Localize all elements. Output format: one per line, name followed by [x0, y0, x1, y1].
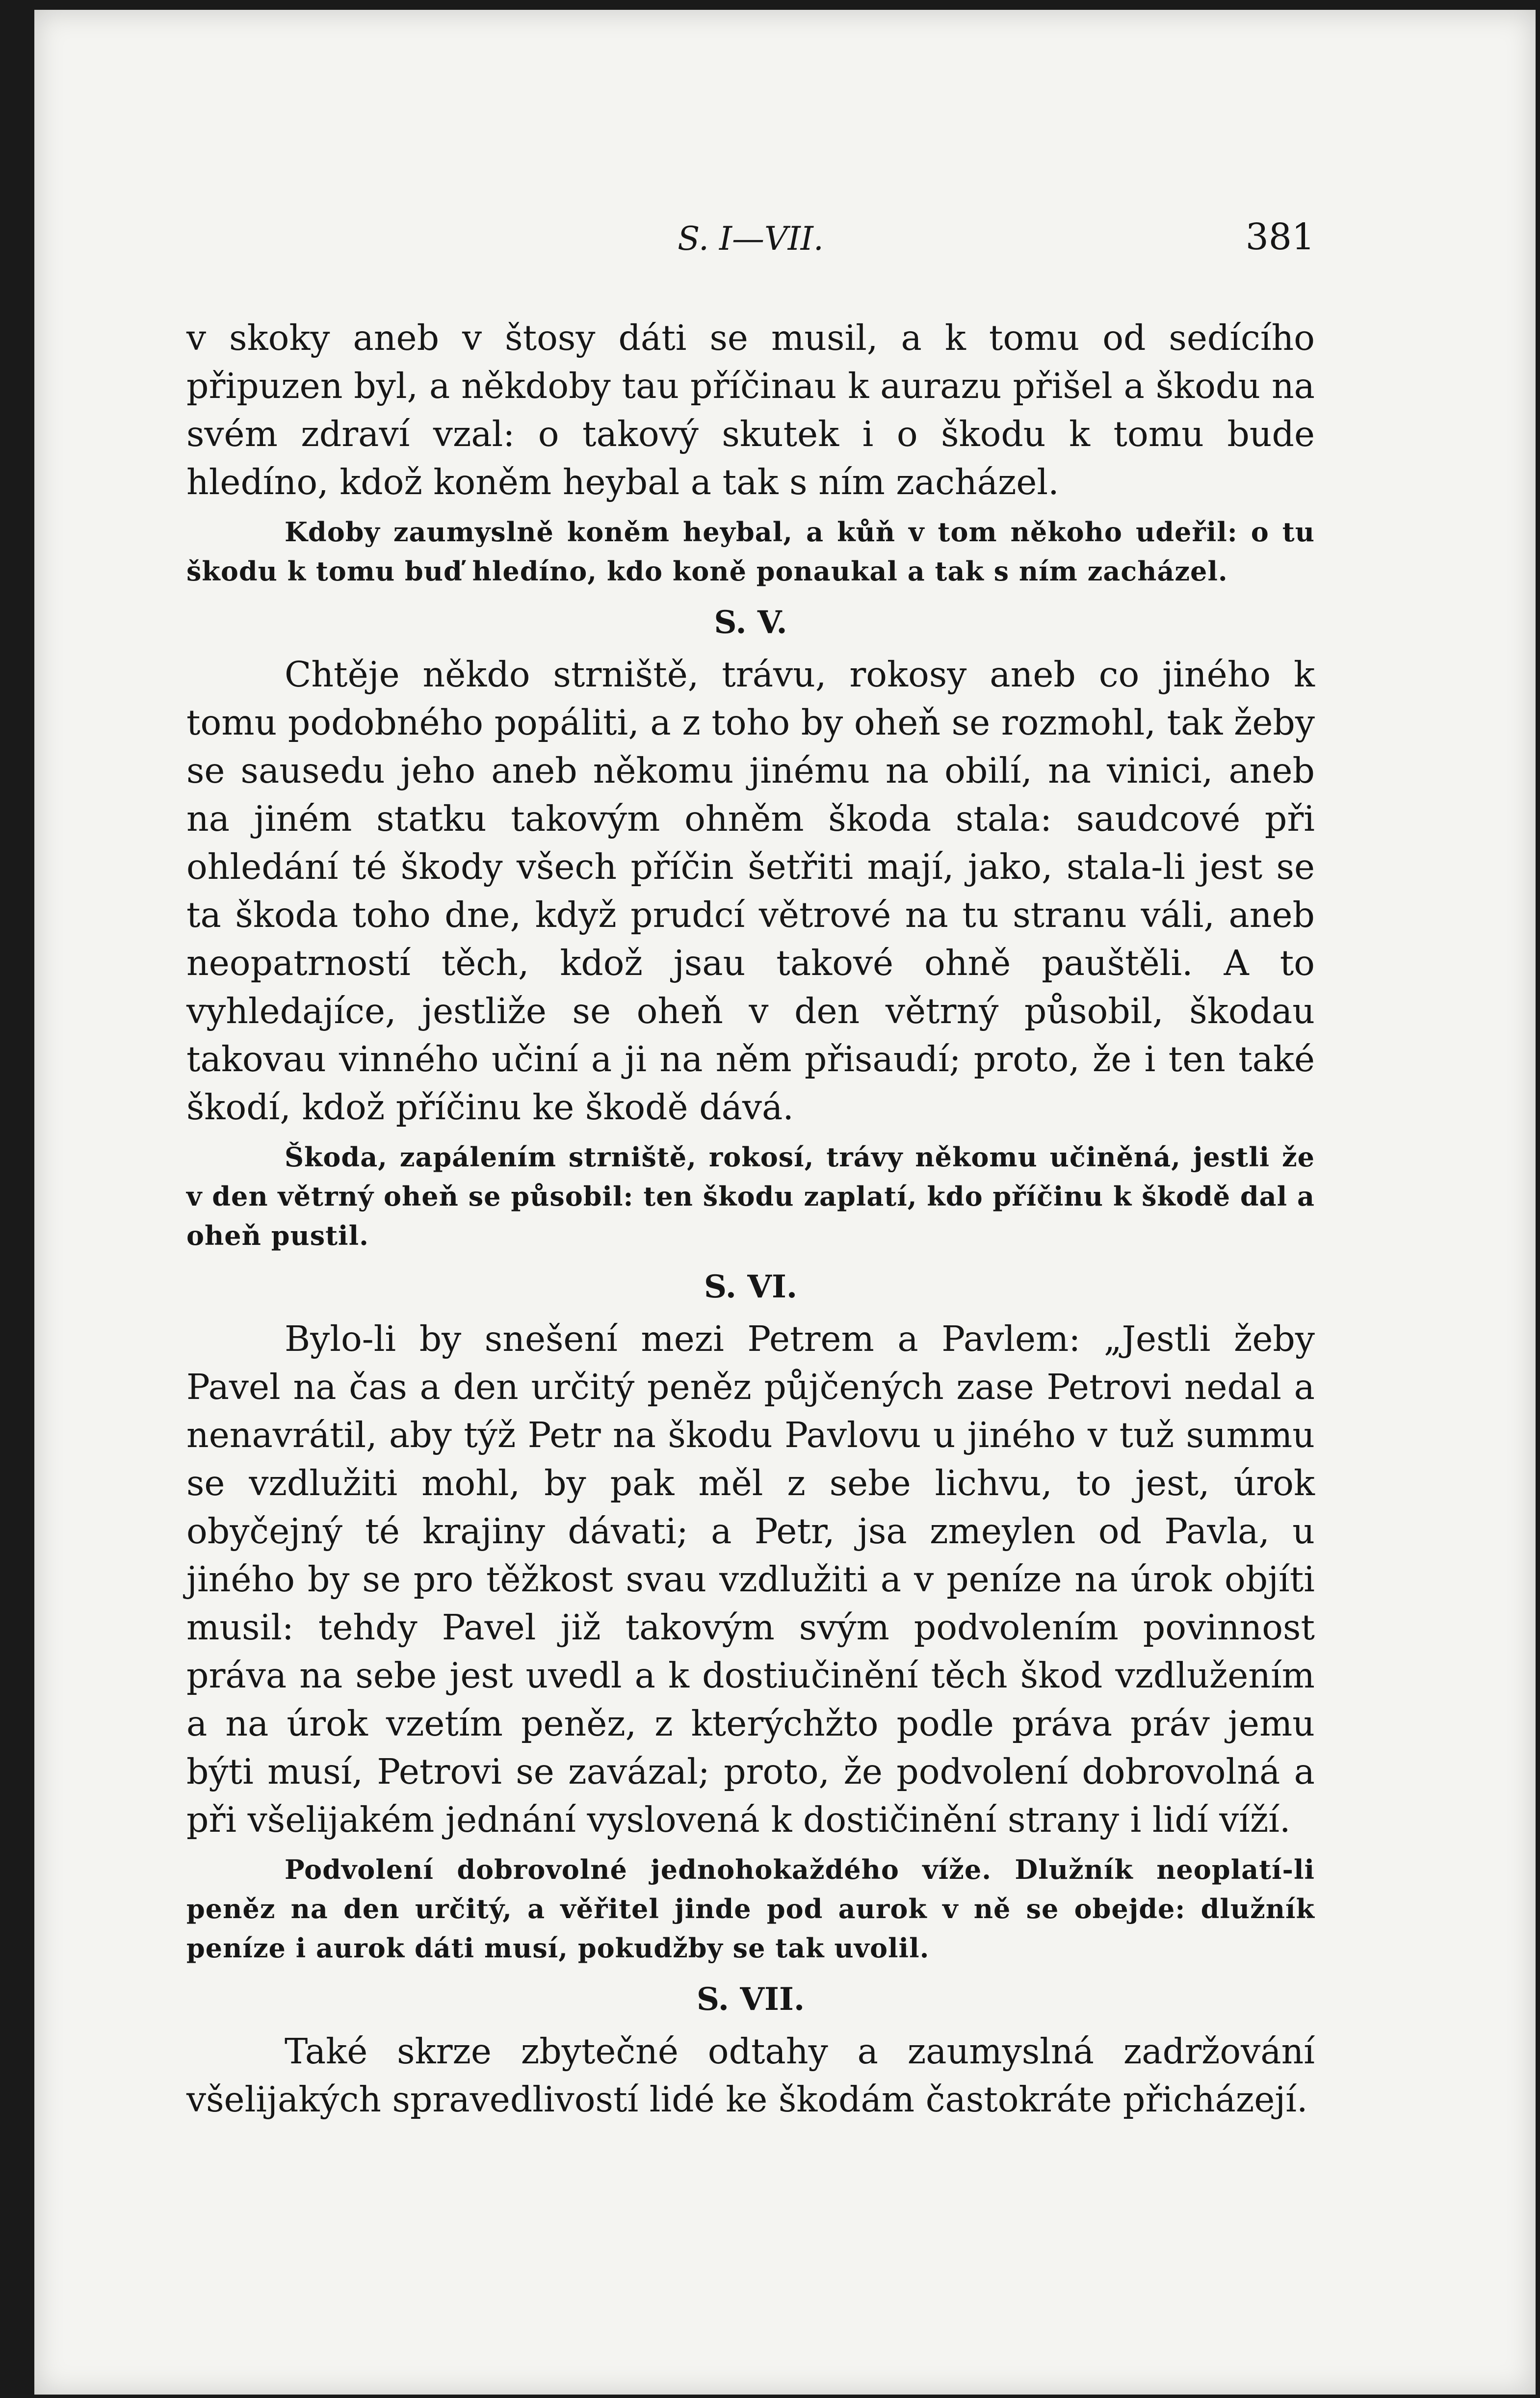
book-page	[34, 10, 1536, 2395]
section-heading-7: S. VII.	[696, 1981, 805, 2018]
section-heading-6: S. VI.	[704, 1268, 798, 1305]
paragraph-section-5: Chtěje někdo strniště, trávu, rokosy aneb co jiného k tomu podobného popáliti, a z toho by oheň se rozmohl, tak žeby se sausedu jeho aneb někomu jinému na obilí, na vinici, aneb na jiném statku takovým ohněm škoda stala: saudcové při ohledání té škody všech příčin šetřiti mají, jako, stala-li jest se ta škoda toho dne, když prudcí větrové na tu stranu váli, aneb neopatrností těch, kdož jsau takové ohně pauštěli. A to vyhledajíce, jestliže se oheň v den větrný působil, škodau takovau vinného učiní a ji na něm přisaudí; proto, že i ten také škodí, kdož příčinu ke škodě dává.	[186, 654, 1315, 1128]
paragraph-section-6: Bylo-li by snešení mezi Petrem a Pavlem: „Jestli žeby Pavel na čas a den určitý peněz půjčených zase Petrovi nedal a nenavrátil, aby týž Petr na škodu Pavlovu u jiného v tuž summu se vzdlužiti mohl, by pak měl z sebe lichvu, to jest, úrok obyčejný té krajiny dávati; a Petr, jsa zmeylen od Pavla, u jiného by se pro těžkost svau vzdlužiti a v peníze na úrok objíti musil: tehdy Pavel již takovým svým podvolením povinnost práva na sebe jest uvedl a k dostiučinění těch škod vzdlužením a na úrok vzetím peněz, z kterýchžto podle práva práv jemu býti musí, Petrovi se zavázal; proto, že podvolení dobrovolná a při všelijakém jednání vyslovená k dostičinění strany i lidí víží.	[186, 1318, 1315, 1840]
page-number: 381	[1245, 216, 1315, 258]
summary-note-1: Kdoby zaumyslně koněm heybal, a kůň v tom někoho udeřil: o tu škodu k tomu buď hledíno, kdo koně ponaukal a tak s ním zacházel.	[186, 516, 1315, 587]
summary-note-3: Podvolení dobrovolné jednohokaždého víže. Dlužník neoplatí-li peněz na den určitý, a věřitel jinde pod aurok v ně se obejde: dlužník peníze i aurok dáti musí, pokudžby se tak uvolil.	[186, 1854, 1315, 1964]
paragraph-section-7: Také skrze zbytečné odtahy a zaumyslná zadržování všelijakých spravedlivostí lidé ke škodám častokráte přicházejí.	[186, 2031, 1315, 2120]
paragraph-continuation: v skoky aneb v štosy dáti se musil, a k tomu od sedícího připuzen byl, a někdoby tau příčinau k aurazu přišel a škodu na svém zdraví vzal: o takový skutek i o škodu k tomu bude hledíno, kdož koněm heybal a tak s ním zacházel.	[186, 317, 1315, 502]
body-text	[186, 314, 1315, 2124]
running-header	[186, 216, 1315, 265]
summary-note-2: Škoda, zapálením strniště, rokosí, trávy někomu učiněná, jestli že v den větrný oheň se působil: ten škodu zaplatí, kdo příčinu k škodě dal a oheň pustil.	[186, 1141, 1315, 1251]
section-heading-5: S. V.	[714, 604, 787, 641]
running-head-section-ref: S. I—VII.	[678, 220, 824, 258]
